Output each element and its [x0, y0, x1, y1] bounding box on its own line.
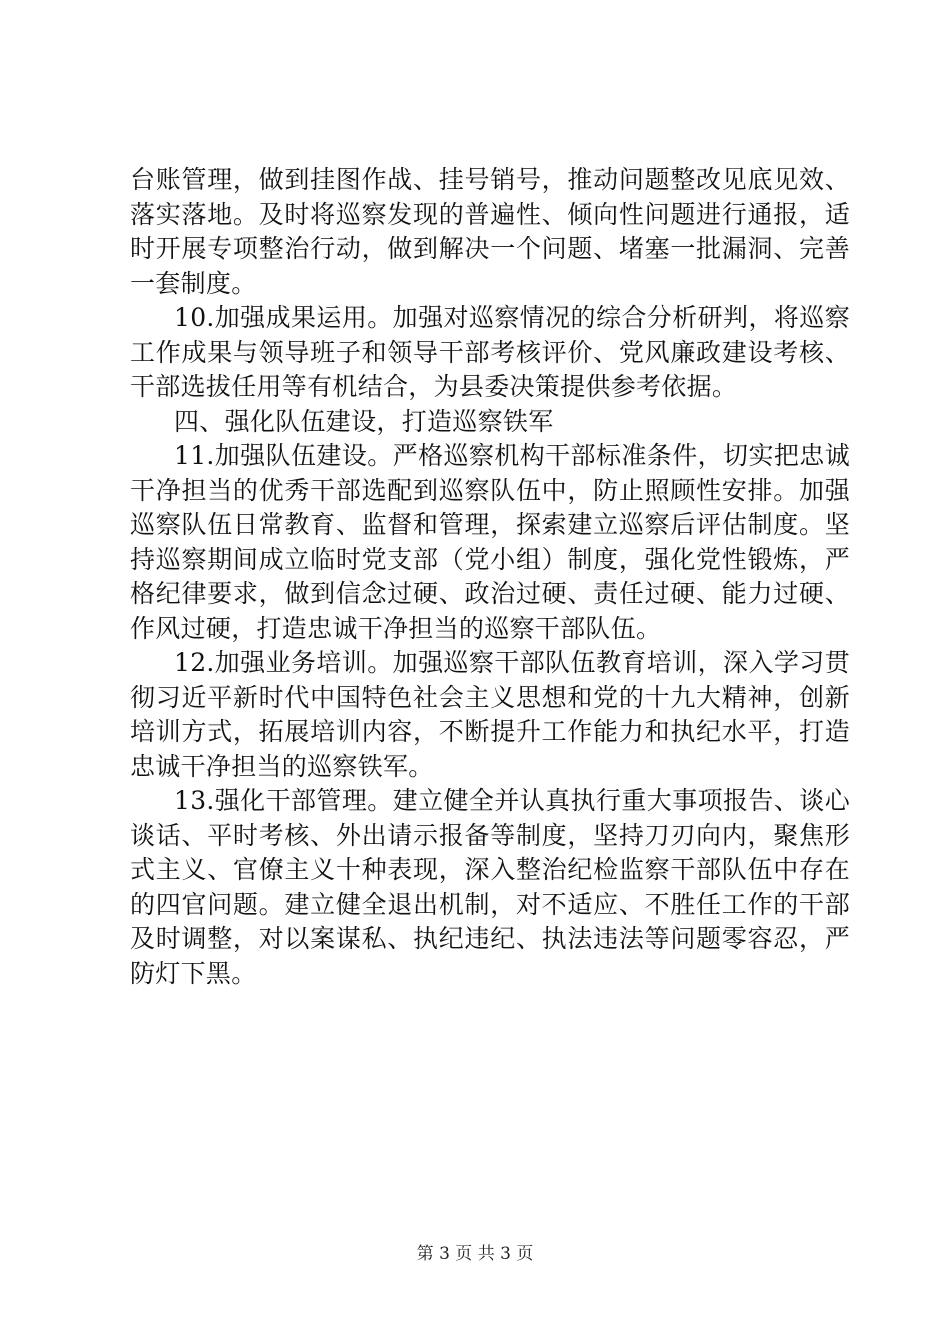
section-heading-4: 四、强化队伍建设，打造巡察铁军 [174, 406, 554, 436]
paragraph-continued: 台账管理，做到挂图作战、挂号销号，推动问题整改见底见效、落实落地。及时将巡察发现的普遍性、倾向性问题进行通报，适时开展专项整治行动，做到解决一个问题、堵塞一批漏洞、完善一套制度。 [130, 165, 850, 298]
paragraph-item-12: 12.加强业务培训。加强巡察干部队伍教育培训，深入学习贯彻习近平新时代中国特色社会主义思想和党的十九大精神，创新培训方式，拓展培训内容，不断提升工作能力和执纪水平，打造忠诚干净担当的巡察铁军。 [130, 648, 850, 781]
document-body [130, 163, 850, 991]
paragraph-item-13: 13.强化干部管理。建立健全并认真执行重大事项报告、谈心谈话、平时考核、外出请示报备等制度，坚持刀刃向内，聚焦形式主义、官僚主义十种表现，深入整治纪检监察干部队伍中存在的四官问题。建立健全退出机制，对不适应、不胜任工作的干部及时调整，对以案谋私、执纪违纪、执法违法等问题零容忍，严防灯下黑。 [130, 786, 850, 988]
page-number-footer: 第 3 页 共 3 页 [416, 1244, 534, 1264]
paragraph-item-10: 10.加强成果运用。加强对巡察情况的综合分析研判，将巡察工作成果与领导班子和领导干部考核评价、党风廉政建设考核、干部选拔任用等有机结合，为县委决策提供参考依据。 [130, 303, 850, 401]
paragraph-item-11: 11.加强队伍建设。严格巡察机构干部标准条件，切实把忠诚干净担当的优秀干部选配到巡察队伍中，防止照顾性安排。加强巡察队伍日常教育、监督和管理，探索建立巡察后评估制度。坚持巡察期间成立临时党支部（党小组）制度，强化党性锻炼，严格纪律要求，做到信念过硬、政治过硬、责任过硬、能力过硬、作风过硬，打造忠诚干净担当的巡察干部队伍。 [130, 441, 850, 643]
